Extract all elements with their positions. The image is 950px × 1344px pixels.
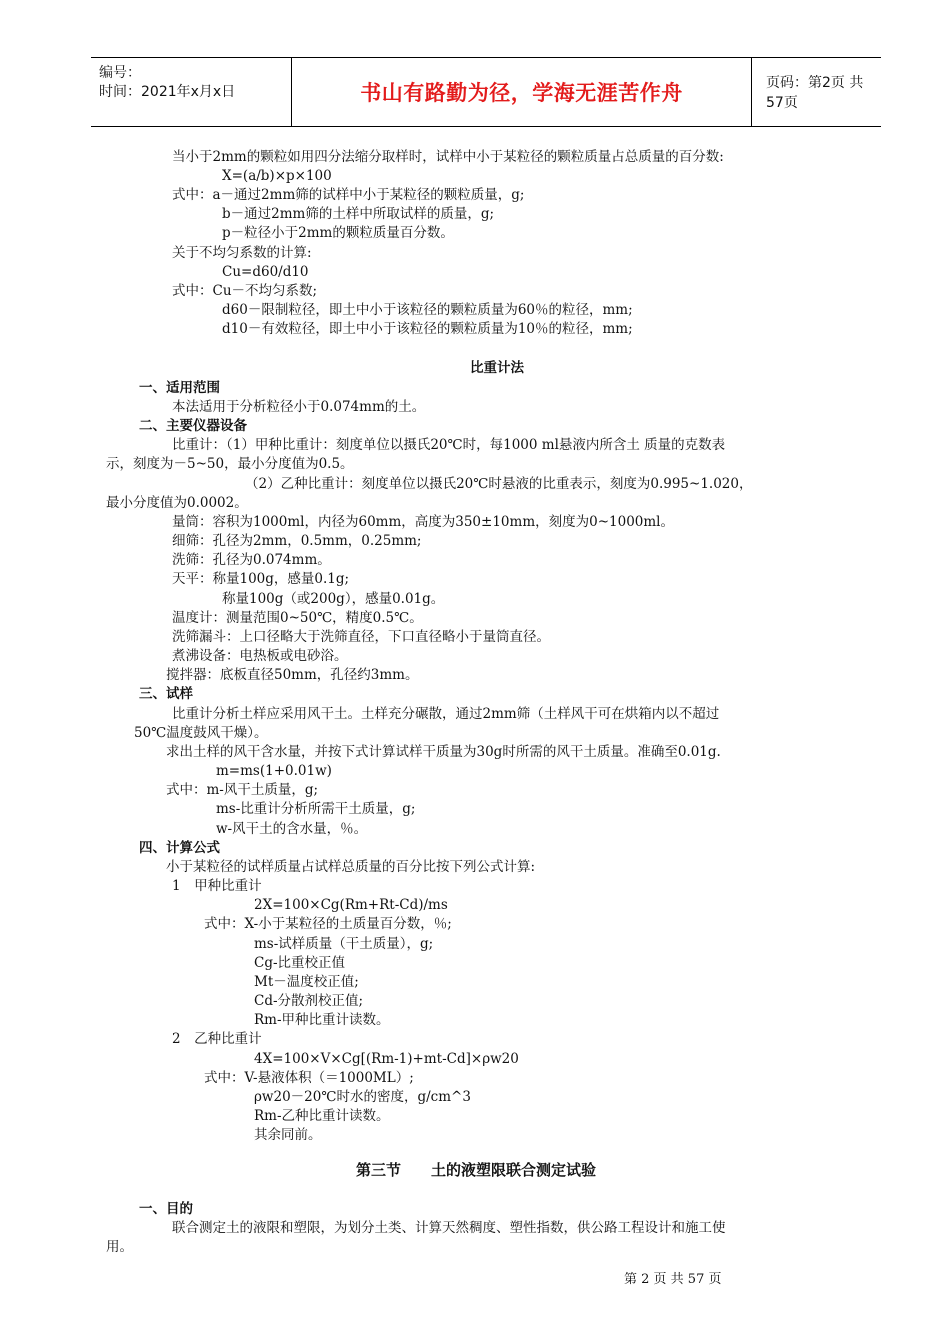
formula-line: m=ms(1+0.01w) — [216, 763, 332, 779]
formula-line: 4X=100×V×Cg[(Rm-1)+mt-Cd]×ρw20 — [254, 1051, 519, 1067]
page-label: 页码：第2页 共57页 — [766, 75, 864, 111]
body-line: 式中：X-小于某粒径的土质量百分数，％; — [204, 916, 452, 932]
motto-text: 书山有路勤为径，学海无涯苦作舟 — [360, 81, 683, 105]
body-line: （2）乙种比重计：刻度单位以摄氏20℃时悬液的比重表示，刻度为0.995~1.020， — [245, 476, 753, 492]
body-line: 比重计：（1）甲种比重计：刻度单位以摄氏20℃时，每1000 ml悬液内所含土 质量的克数表 — [172, 437, 726, 453]
body-line: 洗筛：孔径为0.074mm。 — [172, 552, 331, 568]
header-table — [91, 57, 881, 127]
body-line: ms-试样质量（干土质量），g; — [254, 936, 434, 952]
body-line: ms-比重计分析所需干土质量，g; — [216, 801, 416, 817]
body-line: 量筒：容积为1000ml，内径为60mm，高度为350±10mm，刻度为0~1000ml。 — [172, 514, 674, 530]
formula-line: X=(a/b)×p×100 — [222, 168, 332, 184]
body-line: d10－有效粒径，即土中小于该粒径的颗粒质量为10％的粒径，mm; — [222, 321, 633, 337]
body-line: Cd-分散剂校正值; — [254, 993, 364, 1009]
body-line: 最小分度值为0.0002。 — [106, 495, 248, 511]
body-line: b－通过2mm筛的土样中所取试样的质量，g; — [222, 206, 495, 222]
body-line: 当小于2mm的颗粒如用四分法缩分取样时，试样中小于某粒径的颗粒质量占总质量的百分数: — [172, 149, 724, 165]
body-line: 1 甲种比重计 — [172, 878, 262, 894]
body-line: 式中：Cu－不均匀系数; — [172, 283, 318, 299]
body-line: Rm-乙种比重计读数。 — [254, 1108, 390, 1124]
header-motto-cell — [292, 58, 752, 126]
body-line: d60－限制粒径，即土中小于该粒径的颗粒质量为60％的粒径，mm; — [222, 302, 633, 318]
subheading: 二、主要仪器设备 — [139, 418, 247, 434]
body-line: 洗筛漏斗：上口径略大于洗筛直径，下口直径略小于量筒直径。 — [172, 629, 550, 645]
header-meta — [91, 58, 292, 126]
body-line: 关于不均匀系数的计算: — [172, 245, 312, 261]
body-line: 用。 — [106, 1239, 133, 1255]
body-line: Mt－温度校正值; — [254, 974, 359, 990]
page-footer: 第 2 页 共 57 页 — [624, 1272, 722, 1287]
body-line: 式中：a－通过2mm筛的试样中小于某粒径的颗粒质量，g; — [172, 187, 525, 203]
body-line: 温度计：测量范围0~50℃，精度0.5℃。 — [172, 610, 423, 626]
body-line: 称量100g（或200g），感量0.01g。 — [222, 591, 445, 607]
body-line: w-风干土的含水量，％。 — [216, 821, 368, 837]
body-line: 细筛：孔径为2mm，0.5mm，0.25mm; — [172, 533, 422, 549]
body-line: p－粒径小于2mm的颗粒质量百分数。 — [222, 225, 454, 241]
subheading: 三、试样 — [139, 686, 193, 702]
body-line: 示，刻度为－5~50，最小分度值为0.5。 — [106, 456, 354, 472]
body-line: 式中：m-风干土质量，g; — [166, 782, 319, 798]
number-label: 编号： — [99, 65, 141, 81]
formula-line: 2X=100×Cg(Rm+Rt-Cd)/ms — [254, 897, 448, 913]
body-line: 50℃温度鼓风干燥）。 — [134, 725, 268, 741]
body-line: 本法适用于分析粒径小于0.074mm的土。 — [172, 399, 426, 415]
chapter-heading: 第三节 土的液塑限联合测定试验 — [356, 1161, 597, 1179]
subheading: 四、计算公式 — [139, 840, 220, 856]
body-line: 其余同前。 — [254, 1127, 322, 1143]
body-line: 求出土样的风干含水量，并按下式计算试样干质量为30g时所需的风干土质量。准确至0.01g. — [166, 744, 721, 760]
body-line: 小于某粒径的试样质量占试样总质量的百分比按下列公式计算: — [166, 859, 536, 875]
body-line: 2 乙种比重计 — [172, 1031, 262, 1047]
subheading: 一、目的 — [139, 1201, 193, 1217]
formula-line: Cu=d60/d10 — [222, 264, 309, 280]
body-line: ρw20－20℃时水的密度，g/cm^3 — [254, 1089, 471, 1105]
body-line: 搅拌器：底板直径50mm，孔径约3mm。 — [166, 667, 419, 683]
time-label: 时间：2021年x月x日 — [99, 84, 236, 100]
subheading: 一、适用范围 — [139, 380, 220, 396]
header-page-cell — [752, 58, 881, 126]
section-heading: 比重计法 — [470, 360, 524, 376]
body-line: 式中：V-悬液体积（＝1000ML）; — [204, 1070, 414, 1086]
body-line: 联合测定土的液限和塑限，为划分土类、计算天然稠度、塑性指数，供公路工程设计和施工使 — [172, 1220, 726, 1236]
body-line: 比重计分析土样应采用风干土。土样充分碾散，通过2mm筛（土样风干可在烘箱内以不超过 — [172, 706, 720, 722]
body-line: Cg-比重校正值 — [254, 955, 346, 971]
body-line: 天平：称量100g，感量0.1g; — [172, 571, 350, 587]
body-line: Rm-甲种比重计读数。 — [254, 1012, 390, 1028]
body-line: 煮沸设备：电热板或电砂浴。 — [172, 648, 348, 664]
